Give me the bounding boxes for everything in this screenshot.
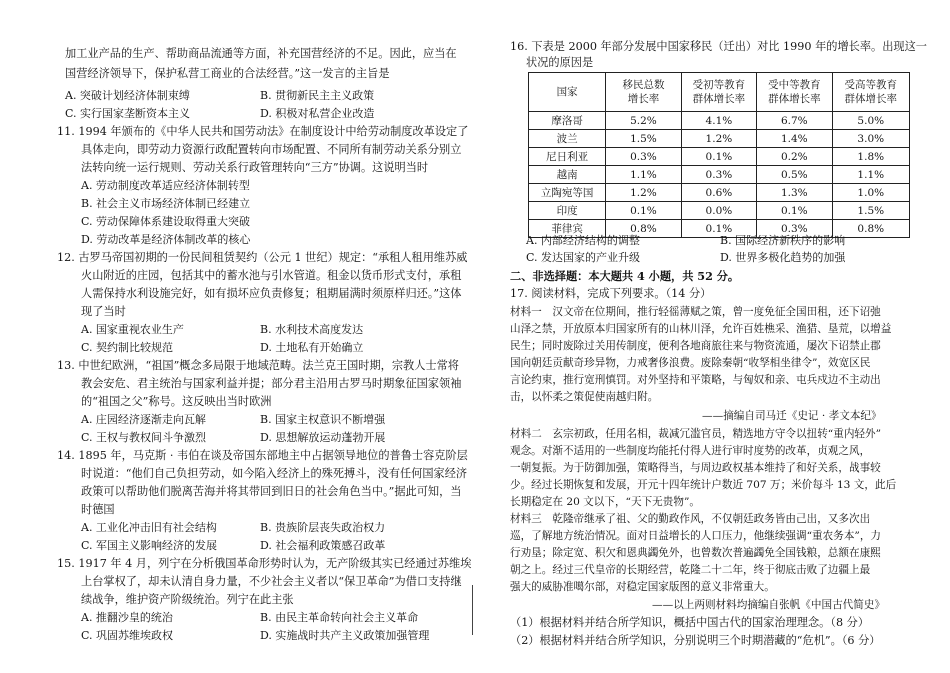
material-three-line: 材料三 乾隆帝继承了祖、父的勤政作风，不仅朝廷政务皆由己出，又多次出 <box>510 513 871 525</box>
table-cell: 0.1% <box>681 220 756 238</box>
table-cell: 4.1% <box>681 112 756 130</box>
q11-option-a: A. 劳动制度改革适应经济体制转型 <box>81 179 250 192</box>
table-row <box>529 202 910 220</box>
q15-option-a: A. 推翻沙皇的统治 <box>81 611 173 624</box>
table-cell: 波兰 <box>529 130 606 148</box>
header-primary: 受初等教育 群体增长率 <box>681 73 756 112</box>
table-cell: 1.3% <box>757 184 832 202</box>
table-cell: 0.3% <box>757 220 832 238</box>
table-cell: 1.1% <box>832 166 909 184</box>
material-one-line: 国向朝廷贡献奇珍异物，力戒奢侈浪费。废除秦朝“收孥相坐律令”，效宽区民 <box>510 357 871 369</box>
q16-stem: 16. 下表是 2000 年部分发展中国家移民（迁出）对比 1990 年的增长率。出现这一 <box>510 40 927 53</box>
material-three-line: 强大的威胁准噶尔部，对稳定国家版图的意义非常重大。 <box>510 581 775 593</box>
q14-line: 时德国 <box>81 503 115 516</box>
table-cell: 立陶宛等国 <box>529 184 606 202</box>
table-cell: 1.5% <box>832 202 909 220</box>
q11-stem: 11. 1994 年颁布的《中华人民共和国劳动法》在制度设计中给劳动制度改革设定了 <box>57 125 469 138</box>
q10-line: 加工业产品的生产、帮助商品流通等方面，补充国营经济的不足。因此，应当在 <box>65 47 457 60</box>
migration-table <box>528 72 910 238</box>
materials-two-three-source: ——以上两则材料均摘编自张帆《中国古代简史》 <box>652 599 886 611</box>
table-cell: 0.6% <box>681 184 756 202</box>
q11-line: 具体走向，即劳动力资源行政配置转向市场配置、不同所有制劳动关系分别立 <box>81 143 462 156</box>
q10-option-d: D. 积极对私营企业改造 <box>260 107 375 120</box>
table-cell: 0.1% <box>757 202 832 220</box>
q15-stem: 15. 1917 年 4 月，列宁在分析俄国革命形势时认为，无产阶级其实已经通过苏维埃 <box>57 557 472 570</box>
table-cell: 摩洛哥 <box>529 112 606 130</box>
q12-line: 火山附近的庄园，包括其中的蓄水池与引水管道。租金以货币形式支付，承租 <box>81 269 462 282</box>
q12-option-d: D. 土地私有开始确立 <box>260 341 364 354</box>
material-three-line: 行劝垦；除定宽、积欠和恩典蠲免外，也曾数次普遍蠲免全国钱粮，总额在康熙 <box>510 547 881 559</box>
q14-line: 时说道：“他们自己负担劳动，如今陷入经济上的殊死搏斗，没有任何国家经济 <box>81 467 468 480</box>
material-three-line: 巡，了解地方统治情况。面对日益增长的人口压力，他继续强调“重农务本”，力 <box>510 530 882 542</box>
table-cell: 1.8% <box>832 148 909 166</box>
q12-line: 人需保持水利设施完好，如有损坏应负责修复；租期届满时须原样归还。”这体 <box>81 287 462 300</box>
material-three-line: 朝之上。经过三代皇帝的长期经营，乾隆二十二年，终于彻底击败了边疆上最 <box>510 564 871 576</box>
material-one-source: ——摘编自司马迁《史记 · 孝文本纪》 <box>702 410 882 422</box>
q16-option-c: C. 发达国家的产业升级 <box>526 251 641 264</box>
table-cell: 1.1% <box>606 166 681 184</box>
table-row <box>529 148 910 166</box>
table-cell: 0.3% <box>606 148 681 166</box>
q14-option-b: B. 贵族阶层丧失政治权力 <box>260 521 386 534</box>
material-two-line: 观念。对渐不适用的一些制度均能托付得人进行审时度势的改革，贞观之风， <box>510 445 871 457</box>
q13-option-b: B. 国家主权意识不断增强 <box>260 413 386 426</box>
material-two-line: 材料二 玄宗初政，任用名相，裁减冗滥官员，精选地方守令以扭转“重内轻外” <box>510 428 882 440</box>
table-cell: 1.2% <box>681 130 756 148</box>
q14-option-c: C. 军国主义影响经济的发展 <box>81 539 218 552</box>
table-cell: 尼日利亚 <box>529 148 606 166</box>
table-row <box>529 166 910 184</box>
table-cell: 5.2% <box>606 112 681 130</box>
header-tertiary: 受高等教育 群体增长率 <box>832 73 909 112</box>
q12-option-c: C. 契约制比较规范 <box>81 341 174 354</box>
q11-line: 法转向统一运行规则、劳动关系行政管理转向“三方”协调。这说明当时 <box>81 161 429 174</box>
table-cell: 6.7% <box>757 112 832 130</box>
q16-option-d: D. 世界多极化趋势的加强 <box>720 251 846 264</box>
q12-stem: 12. 古罗马帝国初期的一份民间租赁契约（公元 1 世纪）规定：“承租人租用维苏威 <box>57 251 468 264</box>
table-cell: 0.2% <box>757 148 832 166</box>
material-one-line: 山泽之禁，开放原本归国家所有的山林川泽，允许百姓樵采、渔猎、垦荒，以增益 <box>510 323 892 335</box>
material-one-line: 材料一 汉文帝在位期间，推行轻徭薄赋之策，曾一度免征全国田租，还下诏弛 <box>510 306 881 318</box>
q14-option-a: A. 工业化冲击旧有社会结构 <box>81 521 217 534</box>
section-two-heading: 二、非选择题：本大题共 4 小题，共 52 分。 <box>510 269 740 283</box>
q13-line: 的“祖国之父”称号。这反映出当时欧洲 <box>81 395 272 408</box>
q16-line: 状况的原因是 <box>526 56 594 69</box>
q13-stem: 13. 中世纪欧洲，“祖国”概念多局限于地域范畴。法兰克王国时期，宗教人士常将 <box>57 359 459 372</box>
q15-line: 上台掌权了，却未认清自身力量，不少社会主义者以“保卫革命”为借口支持继 <box>81 575 462 588</box>
table-cell: 0.1% <box>606 202 681 220</box>
table-cell: 0.1% <box>681 148 756 166</box>
table-cell: 1.2% <box>606 184 681 202</box>
material-two-line: 长期稳定在 20 文以下，“天下无贵物”。 <box>510 496 700 508</box>
header-secondary: 受中等教育 群体增长率 <box>757 73 832 112</box>
q15-line: 续战争，维护资产阶级统治。列宁在此主张 <box>81 593 294 606</box>
table-cell: 3.0% <box>832 130 909 148</box>
table-row <box>529 130 910 148</box>
q11-option-c: C. 劳动保障体系建设取得重大突破 <box>81 215 251 228</box>
q13-option-d: D. 思想解放运动蓬勃开展 <box>260 431 386 444</box>
q10-option-c: C. 实行国家垄断资本主义 <box>65 107 191 120</box>
q12-option-b: B. 水利技术高度发达 <box>260 323 364 336</box>
q16-option-b: B. 国际经济新秩序的影响 <box>720 234 846 247</box>
material-one-line: 言论约束，推行宽刑慎罚。对外坚持和平策略，与匈奴和亲、屯兵戍边不主动出 <box>510 374 881 386</box>
q14-line: 政策可以帮助他们脱离苦海并将其带回到旧日的社会角色当中。”据此可知，当 <box>81 485 462 498</box>
q14-option-d: D. 社会福利政策感召政革 <box>260 539 386 552</box>
q10-option-b: B. 贯彻新民主主义政策 <box>260 89 375 102</box>
q10-option-a: A. 突破计划经济体制束缚 <box>65 89 190 102</box>
header-total: 移民总数 增长率 <box>606 73 681 112</box>
table-cell: 1.0% <box>832 184 909 202</box>
table-cell: 0.3% <box>681 166 756 184</box>
material-one-line: 击，以怀柔之策促使南越归附。 <box>510 391 659 403</box>
q15-option-b: B. 由民主革命转向社会主义革命 <box>260 611 419 624</box>
q17-requirement-1: （1）根据材料并结合所学知识，概括中国古代的国家治理理念。（8 分） <box>510 616 870 629</box>
q12-line: 现了当时 <box>81 305 126 318</box>
table-cell: 0.0% <box>681 202 756 220</box>
q13-option-a: A. 庄园经济逐渐走向瓦解 <box>81 413 206 426</box>
table-cell: 越南 <box>529 166 606 184</box>
q11-option-b: B. 社会主义市场经济体制已经建立 <box>81 197 251 210</box>
q11-option-d: D. 劳动改革是经济体制改革的核心 <box>81 233 251 246</box>
q14-stem: 14. 1895 年，马克斯 · 韦伯在谈及帝国东部地主中占据领导地位的普鲁士容克阶层 <box>57 449 468 462</box>
table-cell: 0.5% <box>757 166 832 184</box>
q17-requirement-2: （2）根据材料并结合所学知识，分别说明三个时期潜藏的“危机”。（6 分） <box>510 634 881 647</box>
q15-option-d: D. 实施战时共产主义政策加强管理 <box>260 629 430 642</box>
q13-option-c: C. 王权与教权间斗争激烈 <box>81 431 207 444</box>
table-cell: 0.8% <box>606 220 681 238</box>
q13-line: 教会安危、君主统治与国家利益并提；部分君主沿用古罗马时期象征国家领袖 <box>81 377 462 390</box>
table-cell: 菲律宾 <box>529 220 606 238</box>
table-cell: 1.4% <box>757 130 832 148</box>
column-divider <box>472 585 473 635</box>
material-two-line: 一朝复振。为于防御加强，策略得当，与周边政权基本维持了和好关系，战事较 <box>510 462 881 474</box>
table-row <box>529 184 910 202</box>
table-cell: 1.5% <box>606 130 681 148</box>
q15-option-c: C. 巩固苏维埃政权 <box>81 629 174 642</box>
q17-title: 17. 阅读材料，完成下列要求。（14 分） <box>510 287 712 300</box>
material-two-line: 少。经过长期恢复和发展，开元十四年统计户数近 707 万；米价每斗 13 文，此后 <box>510 479 897 491</box>
q16-option-a: A. 内部经济结构的调整 <box>526 234 640 247</box>
table-cell: 5.0% <box>832 112 909 130</box>
table-header-row <box>529 73 910 112</box>
table-row <box>529 112 910 130</box>
header-country: 国家 <box>529 73 606 112</box>
table-cell: 0.8% <box>832 220 909 238</box>
q12-option-a: A. 国家重视农业生产 <box>81 323 184 336</box>
q10-line: 国营经济领导下，保护私营工商业的合法经营。”这一发言的主旨是 <box>65 67 390 80</box>
material-one-line: 民生；同时废除过关用传制度，便利各地商旅往来与物资流通，屡次下诏禁止郡 <box>510 340 881 352</box>
table-cell: 印度 <box>529 202 606 220</box>
